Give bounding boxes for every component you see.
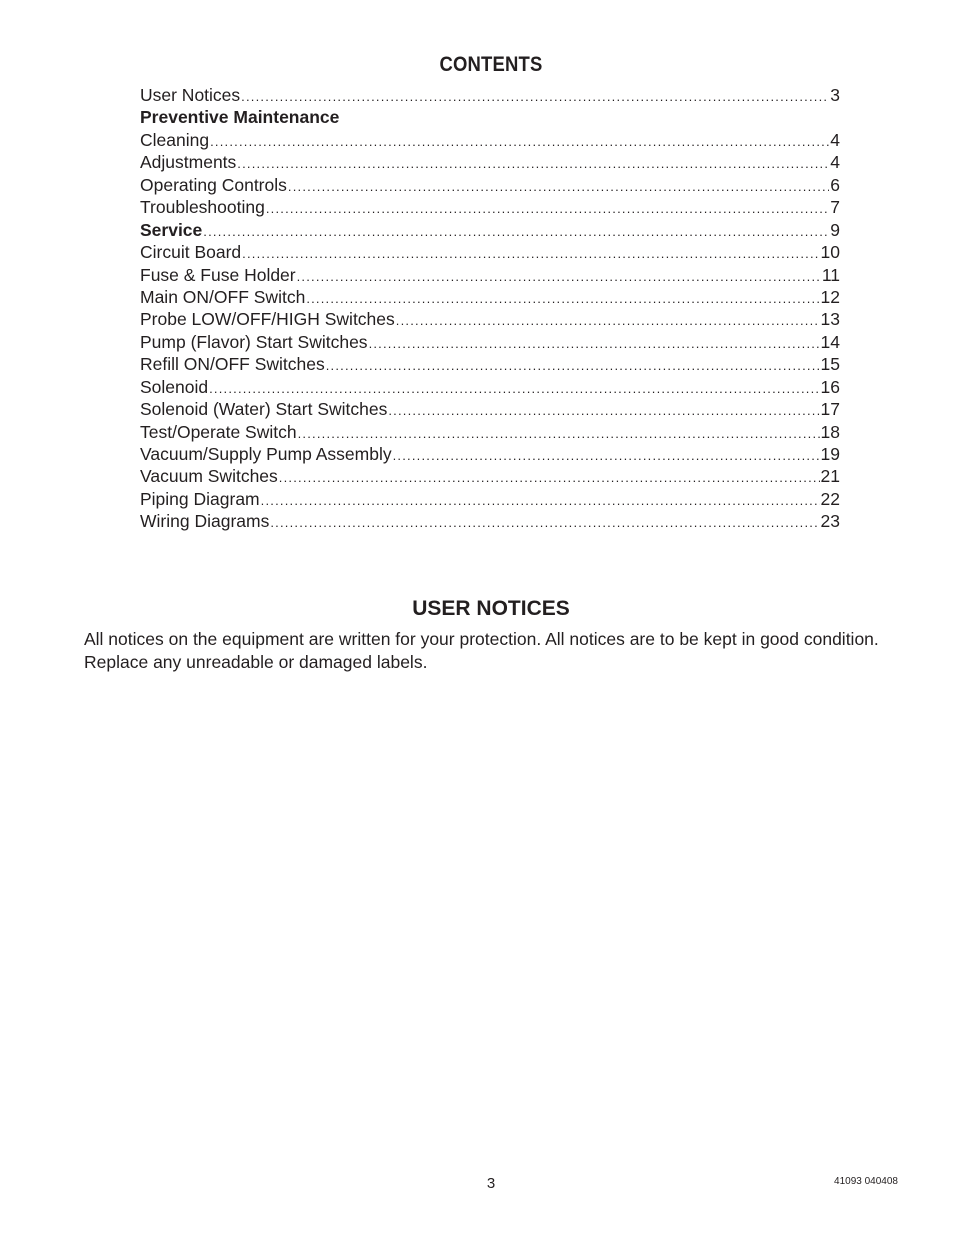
toc-entry-page: 23 <box>820 511 840 532</box>
toc-entry <box>140 331 840 353</box>
toc-leader-dots <box>388 400 819 422</box>
toc-leader-dots <box>306 288 819 310</box>
toc-entry-label: User Notices <box>140 85 241 105</box>
user-notices-body: All notices on the equipment are written for your protection. All notices are to be kept in good condition. Replace any unreadable or damaged labels. <box>84 629 879 672</box>
toc-entry-page: 12 <box>820 286 840 307</box>
toc-entry-page: 22 <box>820 488 840 509</box>
toc-entry-page: 11 <box>821 264 840 285</box>
toc-entry-label: Solenoid (Water) Start Switches <box>140 399 388 420</box>
toc-leader-dots <box>210 131 829 153</box>
toc-entry <box>140 443 840 465</box>
toc-entry-page: 18 <box>820 421 840 442</box>
toc-entry <box>140 488 840 510</box>
toc-entry-label: Preventive Maintenance <box>140 107 340 128</box>
toc-entry-page: 17 <box>820 399 840 420</box>
toc-entry <box>140 106 840 128</box>
toc-entry <box>140 196 840 218</box>
toc-entry-page: 19 <box>820 444 840 464</box>
toc-entry-page: 13 <box>820 309 840 330</box>
toc-entry-page: 7 <box>830 197 840 218</box>
toc-leader-dots <box>326 355 820 377</box>
toc-entry-page: 16 <box>820 376 840 397</box>
toc-entry-page: 14 <box>820 331 840 352</box>
toc-leader-dots <box>241 86 829 108</box>
toc-entry-page: 21 <box>820 466 840 487</box>
toc-entry <box>140 151 840 173</box>
user-notices-heading: USER NOTICES <box>412 597 570 620</box>
toc-entry <box>140 286 840 308</box>
toc-entry <box>140 264 840 286</box>
page-number: 3 <box>486 1175 496 1192</box>
toc-entry-label: Piping Diagram <box>140 488 260 509</box>
toc-entry-label: Wiring Diagrams <box>140 511 270 532</box>
toc-entry-label: Operating Controls <box>140 174 287 195</box>
toc-entry-label: Probe LOW/OFF/HIGH Switches <box>140 309 395 330</box>
toc-entry-label: Circuit Board <box>140 242 242 263</box>
toc-entry-label: Service <box>140 219 203 240</box>
toc-entry <box>140 129 840 151</box>
toc-entry-page: 15 <box>820 354 840 375</box>
toc-entry <box>140 241 840 263</box>
toc-leader-dots <box>209 378 819 400</box>
toc-entry-label: Fuse & Fuse Holder <box>140 264 296 285</box>
toc-entry-label: Cleaning <box>140 129 210 150</box>
toc-leader-dots <box>279 467 820 489</box>
toc-entry <box>140 510 840 532</box>
toc-entry-label: Vacuum/Supply Pump Assembly <box>140 444 392 464</box>
document-code: 41093 040408 <box>834 1176 898 1187</box>
toc-leader-dots <box>396 310 820 332</box>
toc-entry <box>140 376 840 398</box>
toc-entry-label: Troubleshooting <box>140 197 265 218</box>
toc-leader-dots <box>242 243 819 265</box>
toc-entry-page: 4 <box>830 129 840 150</box>
toc-entry <box>140 353 840 375</box>
toc-leader-dots <box>261 490 820 512</box>
toc-leader-dots <box>203 221 829 243</box>
toc-entry-label: Test/Operate Switch <box>140 421 297 442</box>
toc-entry-page: 6 <box>830 174 840 195</box>
toc-entry-page: 9 <box>830 219 840 240</box>
toc-entry-page: 4 <box>830 152 840 173</box>
contents-heading: CONTENTS <box>439 53 543 76</box>
toc-leader-dots <box>297 266 821 288</box>
toc-leader-dots <box>393 445 820 467</box>
toc-entry-label: Refill ON/OFF Switches <box>140 354 325 375</box>
toc-entry-label: Pump (Flavor) Start Switches <box>140 331 368 352</box>
toc-entry <box>140 174 840 196</box>
toc-leader-dots <box>298 423 820 445</box>
toc-entry-page: 3 <box>830 85 840 105</box>
toc-entry <box>140 421 840 443</box>
toc-leader-dots <box>369 333 820 355</box>
toc-entry <box>140 219 840 241</box>
toc-entry-label: Solenoid <box>140 376 209 397</box>
table-of-contents <box>140 84 840 533</box>
toc-entry-label: Vacuum Switches <box>140 466 278 487</box>
toc-entry-label: Main ON/OFF Switch <box>140 286 306 307</box>
toc-entry-page: 10 <box>820 242 840 263</box>
toc-entry <box>140 465 840 487</box>
toc-entry <box>140 398 840 420</box>
toc-leader-dots <box>288 176 829 198</box>
toc-leader-dots <box>270 512 819 534</box>
toc-leader-dots <box>266 198 829 220</box>
toc-entry <box>140 308 840 330</box>
toc-entry-label: Adjustments <box>140 152 237 173</box>
toc-leader-dots <box>237 153 829 175</box>
toc-entry <box>140 84 840 106</box>
